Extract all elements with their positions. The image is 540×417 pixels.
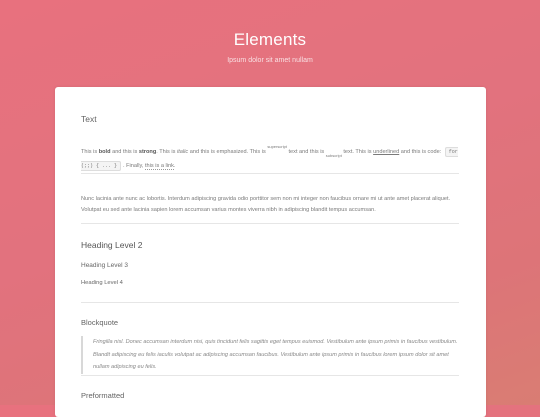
sample-link[interactable]: this is a link	[144, 163, 174, 170]
text-run: and this is emphasized. This is	[188, 148, 268, 155]
text-run: . Finally,	[123, 163, 145, 170]
page-title: Elements	[233, 30, 307, 49]
strong-text: strong	[138, 148, 157, 155]
text-run: .	[173, 163, 176, 170]
heading-level-3: Heading Level 3	[81, 262, 128, 269]
divider	[81, 173, 459, 174]
blockquote: Fringilla nisl. Donec accumsan interdum nisi, quis tincidunt felis sagittis eget tempus euismod. Vestibulum ante ipsum primis in faucibus vestibulum. Blandit adipiscing eu felis iaculis volutpat ac adipiscing accumsan faucibus. Vestibulum ante ipsum primis in faucibus lorem ipsum dolor sit amet nullam adipiscing eu felis.	[81, 336, 459, 374]
text-run: text. This is	[341, 148, 374, 155]
text-run: and this is	[110, 148, 139, 155]
bold-text: bold	[98, 148, 111, 155]
section-title-blockquote: Blockquote	[81, 318, 119, 327]
text-run: . This is	[156, 148, 177, 155]
divider	[81, 302, 459, 303]
content-panel	[55, 87, 486, 417]
heading-level-4: Heading Level 4	[81, 280, 123, 286]
inline-code: for (;;) { ... }	[81, 148, 458, 170]
divider	[81, 223, 459, 224]
heading-level-2: Heading Level 2	[81, 240, 143, 250]
text-run: text and this is	[286, 148, 326, 155]
text-sample-paragraph	[81, 141, 459, 173]
divider	[81, 375, 459, 376]
page-subtitle: Ipsum dolor sit amet nullam	[227, 57, 313, 64]
subscript-text: subscript	[325, 152, 342, 158]
section-title-text: Text	[81, 114, 97, 124]
underlined-text: underlined	[373, 148, 400, 155]
lorem-paragraph: Nunc lacinia ante nunc ac lobortis. Interdum adipiscing gravida odio porttitor sem non mi integer non faucibus ornare mi ut ante amet placerat aliquet. Volutpat eu sed ante lacinia sapien lorem accumsan varius montes viverra nibh in adipiscing blandit tempus accumsan.	[81, 195, 451, 214]
superscript-text: superscript	[267, 143, 287, 149]
italic-text: italic	[176, 148, 189, 155]
text-run: This is	[81, 148, 99, 155]
section-title-preformatted: Preformatted	[81, 391, 125, 400]
text-run: and this is code:	[399, 148, 443, 155]
